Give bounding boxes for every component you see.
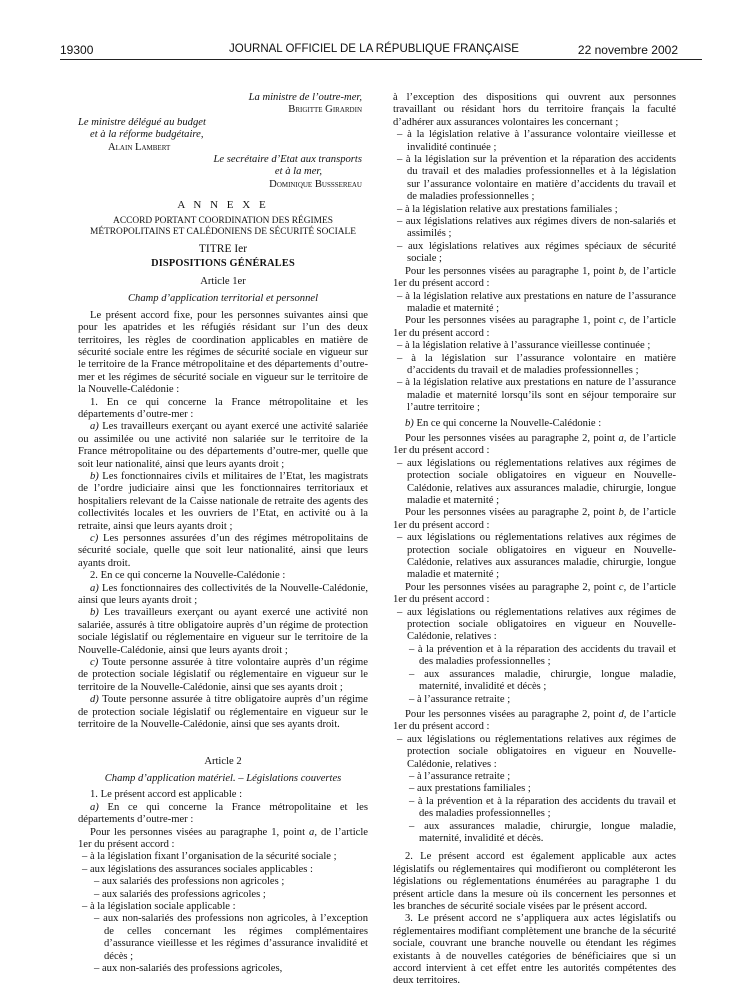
list-item: – aux législations ou réglementations relatives aux régimes de protection sociale obligatoires en vigueur en Nouvelle-Calédonie, relatives : [397,606,676,643]
paragraph: à l’exception des dispositions qui ouvrent aux personnes travaillant ou résidant hors du territoire français la faculté d’adhérer aux assurances volontaires les concernant ; [393,92,676,128]
right-column [393,92,676,988]
paragraph: 3. Le présent accord ne s’appliquera aux actes législatifs ou réglementaires modifiant complètement une branche de la sécurité sociale, couvrant une branche nouvelle ou étendant les régimes existants à de nouvelles catégories de bénéficiaires que si un accord intervient à cet effet entre les autorités compétentes des deux territoires. [393,913,676,987]
signature-block [78,117,368,154]
paragraph: c) Toute personne assurée à titre volontaire auprès d’un régime de protection sociale législatif ou réglementaire en vigueur sur le territoire de la Nouvelle-Calédonie, ainsi que ses ayants droit ; [78,657,368,693]
paragraph: Pour les personnes visées au paragraphe 1, point a, de l’article 1er du présent accord : [78,826,368,850]
journal-title: JOURNAL OFFICIEL DE LA RÉPUBLIQUE FRANÇAISE [229,43,519,55]
signatory-title: et à la réforme budgétaire, [90,129,204,141]
list-item: – aux législations relatives aux régimes spéciaux de sécurité sociale ; [397,240,676,265]
paragraph: Pour les personnes visées au paragraphe 2, point c, de l’article 1er du présent accord : [393,581,676,606]
annexe-subtitle: MÉTROPOLITAINS ET CALÉDONIENS DE SÉCURITÉ SOCIALE [90,226,356,237]
list-item: – à la législation sur la prévention et la réparation des accidents du travail et des maladies professionnelles et à la législation sur l’assurance volontaire en matière d’accidents du travail et de maladies professionnelles ; [397,154,676,203]
list-item: – à la prévention et à la réparation des accidents du travail et des maladies professionnelles ; [409,643,676,668]
list-item: – à l’assurance retraite ; [409,693,511,705]
list-item: – à la prévention et à la réparation des accidents du travail et des maladies professionnelles ; [409,795,676,820]
chapter-heading: Champ d’application territorial et personnel [127,293,319,305]
list-item: – aux salariés des professions agricoles ; [94,888,266,900]
paragraph: Pour les personnes visées au paragraphe 1, point c, de l’article 1er du présent accord : [393,315,676,339]
signatory-title: La ministre de l’outre-mer, [248,92,362,103]
list-item: – à la législation relative aux prestations en nature de l’assurance maladie et maternité lorsqu’ils sont en séjour temporaire sur l’autre territoire ; [397,377,676,414]
page-number: 19300 [60,43,94,57]
paragraph: Pour les personnes visées au paragraphe 2, point b, de l’article 1er du présent accord : [393,507,676,531]
paragraph: 2. Le présent accord est également applicable aux actes législatifs ou réglementaires qui modifieront ou compléteront les législations ou réglementations énumérées au paragraphe 1 du présent article dans la mesure où ils concernent les personnes et les branches de sécurité sociale visées par le présent accord. [393,851,676,912]
paragraph: a) En ce qui concerne la France métropolitaine et les départements d’outre-mer : [78,801,368,826]
page-header [0,0,748,70]
chapter-heading: Champ d’application matériel. – Législations couvertes [104,772,342,784]
list-item: – à la législation sur l’assurance volontaire en matière d’accidents du travail et de maladies professionnelles ; [397,352,676,376]
list-item: – à la législation relative à l’assurance vieillesse continuée ; [397,340,651,352]
signatory-name: Brigitte Girardin [288,104,362,116]
list-item: – à la législation relative aux prestations en nature de l’assurance maladie et maternité ; [397,290,676,314]
signature-block [78,154,368,191]
paragraph: a) Les fonctionnaires des collectivités de la Nouvelle-Calédonie, ainsi que leurs ayants droit ; [78,582,368,607]
titre-heading: TITRE Ier [198,243,248,256]
left-column [78,92,368,975]
list-item: – aux non-salariés des professions agricoles, [94,963,283,974]
header-rule [60,59,702,60]
list-item: – aux législations des assurances sociales applicables : [82,863,313,875]
list-item: – aux salariés des professions non agricoles ; [94,876,285,888]
paragraph: b) En ce qui concerne la Nouvelle-Calédonie : [405,417,602,429]
signatory-name: Alain Lambert [108,141,171,153]
list-item: – aux législations ou réglementations relatives aux régimes de protection sociale obligatoires en vigueur en Nouvelle-Calédonie, relatives aux assurances maladie, chirurgie, longue maladie et maternité ; [397,457,676,506]
article-heading: Article 1er [200,275,246,287]
list-item: – à la législation relative à l’assurance volontaire vieillesse et invalidité continuée ; [397,129,676,153]
list-item: – aux législations ou réglementations relatives aux régimes de protection sociale obligatoires en vigueur en Nouvelle-Calédonie, relatives : [397,733,676,770]
list-item: – à la législation fixant l’organisation de la sécurité sociale ; [82,851,337,863]
paragraph: 2. En ce qui concerne la Nouvelle-Calédonie : [90,570,286,582]
dispositions-heading: DISPOSITIONS GÉNÉRALES [151,258,295,270]
article-heading: Article 2 [204,755,242,767]
signatory-title: Le secrétaire d’Etat aux transports [213,154,362,166]
signatory-title: Le ministre délégué au budget [78,116,206,128]
signatory-title: et à la mer, [274,166,322,178]
annexe-heading: A N N E X E [177,199,269,212]
signature-block [78,92,368,117]
paragraph: 1. Le présent accord est applicable : [90,789,243,801]
list-item: – aux assurances maladie, chirurgie, longue maladie, maternité, invalidité et décès ; [409,668,676,693]
paragraph: c) Les personnes assurées d’un des régimes métropolitains de sécurité sociale, quelle que soit leur nationalité, ainsi que leurs ayants droit. [78,533,368,569]
list-item: – aux prestations familiales ; [409,783,531,795]
list-item: – aux législations ou réglementations relatives aux régimes de protection sociale obligatoires en vigueur en Nouvelle-Calédonie, relatives aux assurances maladie, chirurgie, longue maladie et maternité ; [397,532,676,581]
list-item: – à la législation relative aux prestations familiales ; [397,203,618,215]
list-item: – à l’assurance retraite ; [409,770,511,782]
paragraph: Pour les personnes visées au paragraphe 2, point a, de l’article 1er du présent accord : [393,432,676,457]
list-item: – à la législation sociale applicable : [82,900,236,912]
signatory-name: Dominique Busssereau [269,178,362,190]
list-item: – aux assurances maladie, chirurgie, longue maladie, maternité, invalidité et décès. [409,820,676,844]
paragraph: b) Les fonctionnaires civils et militaires de l’Etat, les magistrats de l’ordre judiciaire ainsi que les fonctionnaires territoriaux et hospitaliers relevant de la Caisse nationale de retraite des agents des collectivités locales et les ouvriers de l’Etat, en activité ou à la retraite, ainsi que leurs ayants droit ; [78,470,368,532]
list-item: – aux non-salariés des professions non agricoles, à l’exception de celles concernant les régimes complémentaires d’assurance vieillesse et les régimes d’assurance invalidité et décès ; [94,913,368,962]
paragraph: Le présent accord fixe, pour les personnes suivantes ainsi que pour les apatrides et les réfugiés résidant sur l’un des deux territoires, les règles de coordination applicables en matière de sécurité sociale entre les régimes de sécurité sociale en vigueur sur le territoire de la France métropolitaine et des départements d’outre-mer et les régimes de sécurité sociale en vigueur sur le territoire de la Nouvelle-Calédonie : [78,309,368,396]
paragraph: b) Les travailleurs exerçant ou ayant exercé une activité non salariée, assurés à titre obligatoire auprès d’un régime de protection sociale législatif ou réglementaire en vigueur sur le territoire de la Nouvelle-Calédonie, ainsi que leurs ayants droit ; [78,607,368,656]
paragraph: Pour les personnes visées au paragraphe 1, point b, de l’article 1er du présent accord : [393,265,676,290]
annexe-subtitle: ACCORD PORTANT COORDINATION DES RÉGIMES [113,215,333,226]
list-item: – aux législations relatives aux régimes divers de non-salariés et assimilés ; [397,216,676,240]
paragraph: d) Toute personne assurée à titre obligatoire auprès d’un régime de protection sociale législatif ou réglementaire en vigueur sur le territoire de la Nouvelle-Calédonie, ainsi que ses ayants droit. [78,694,368,731]
issue-date: 22 novembre 2002 [577,43,678,57]
paragraph: a) Les travailleurs exerçant ou ayant exercé une activité salariée ou assimilée ou une activité non salariée sur le territoire de la France métropolitaine ou des départements d’outre-mer, quelle que soit leur nationalité, ainsi que leurs ayants droit ; [78,421,368,470]
paragraph: Pour les personnes visées au paragraphe 2, point d, de l’article 1er du présent accord : [393,708,676,733]
paragraph: 1. En ce qui concerne la France métropolitaine et les départements d’outre-mer : [78,396,368,420]
